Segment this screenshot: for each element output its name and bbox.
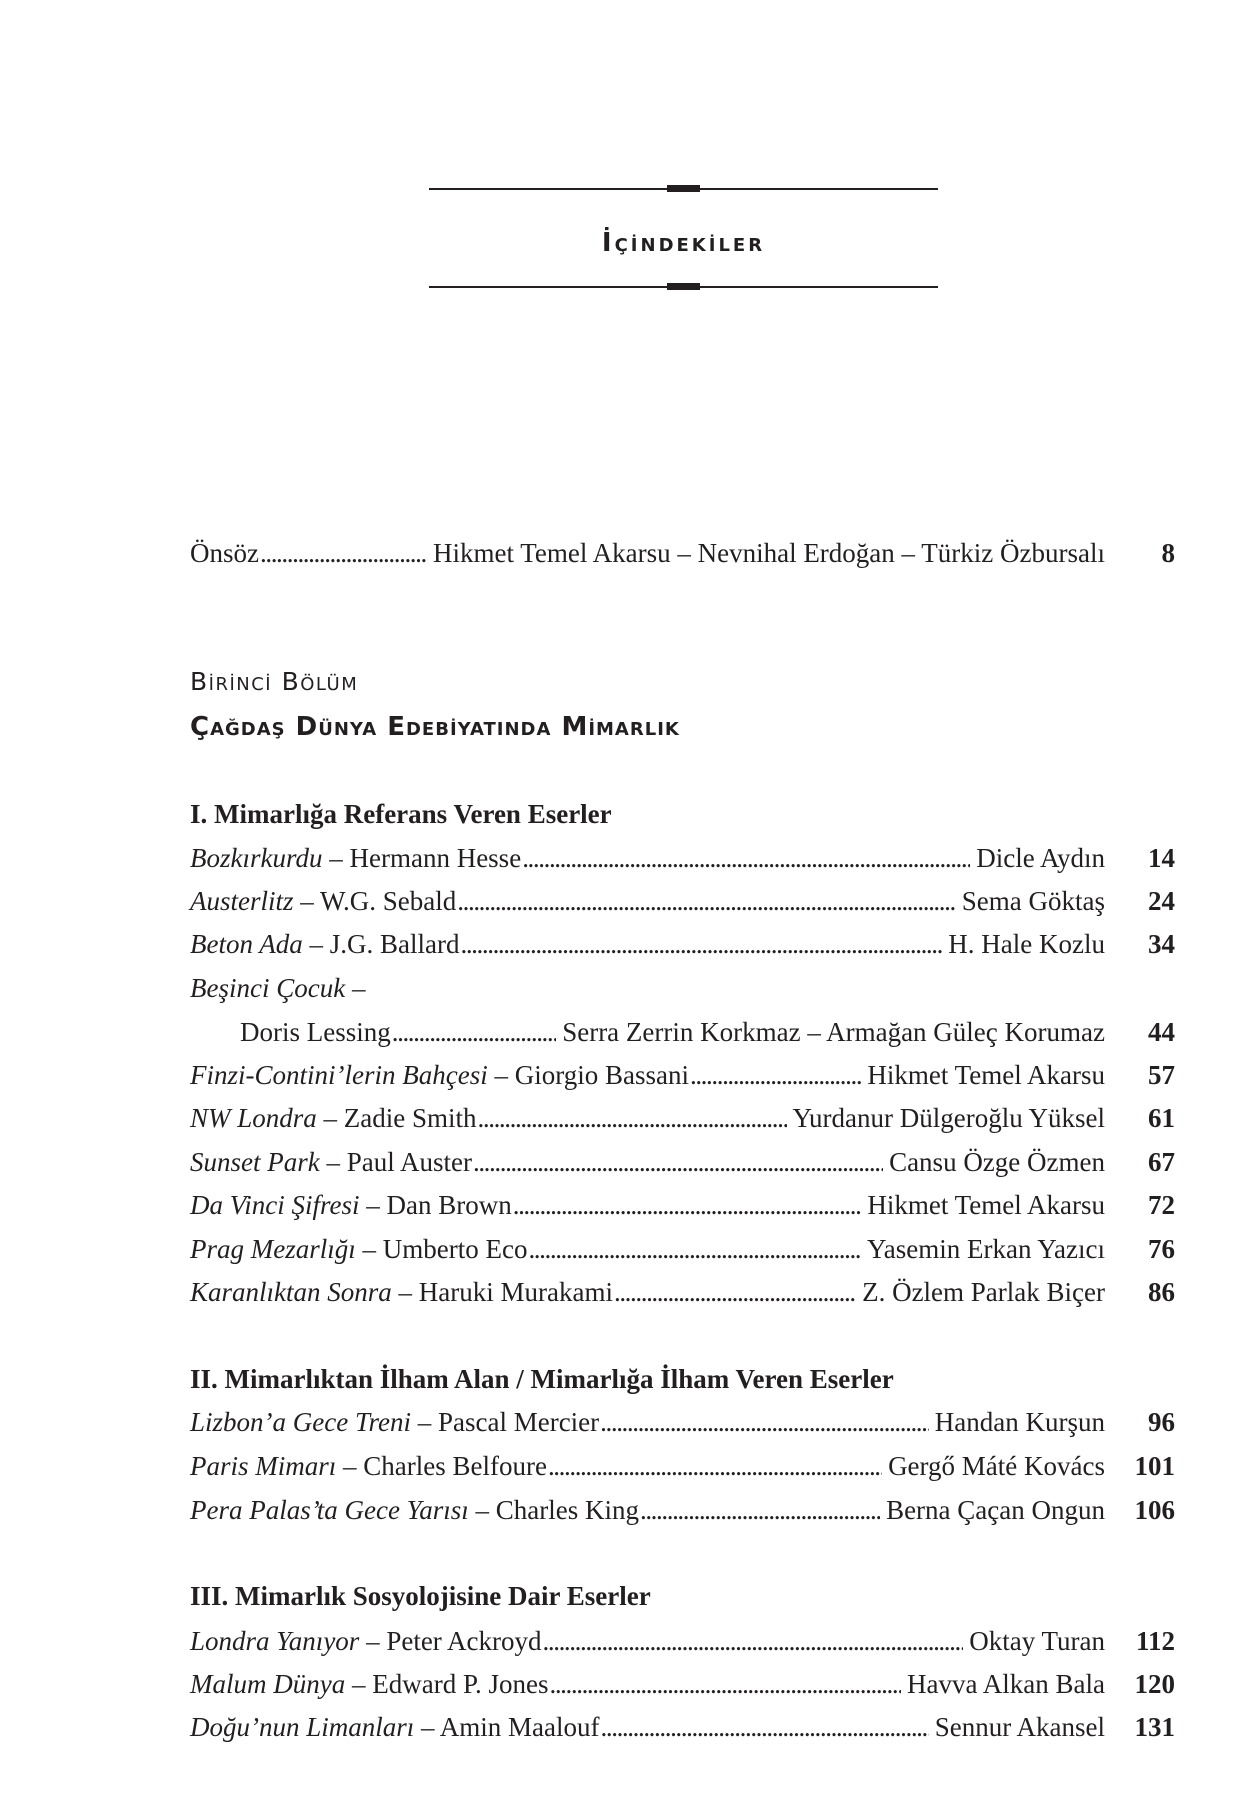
page-number: 86 — [1148, 1277, 1175, 1307]
contributor: Z. Özlem Parlak Biçer — [862, 1277, 1105, 1307]
toc-entry — [190, 1492, 1175, 1528]
page-number: 57 — [1148, 1060, 1175, 1090]
contributor: Serra Zerrin Korkmaz – Armağan Güleç Korumaz — [562, 1017, 1105, 1047]
work-author: J.G. Ballard — [329, 929, 460, 959]
toc-entry — [190, 1231, 1175, 1267]
toc-entry — [190, 1623, 1175, 1659]
work-author: Zadie Smith — [343, 1103, 477, 1133]
separator: – — [351, 1669, 366, 1699]
section-heading: II. Mimarlıktan İlham Alan / Mimarlığa İlham Veren Eserler — [190, 1364, 894, 1394]
page-number: 112 — [1135, 1626, 1175, 1656]
toc-entry — [190, 926, 1175, 962]
contributor: Yurdanur Dülgeroğlu Yüksel — [792, 1103, 1105, 1133]
part-title: Çağdaş Dünya Edebiyatında Mimarlık — [190, 712, 680, 742]
separator: – — [351, 973, 366, 1003]
page-number: 106 — [1134, 1495, 1175, 1525]
work-title: Beton Ada — [190, 929, 303, 959]
work-title: Bozkırkurdu — [190, 843, 323, 873]
contributor: Hikmet Temel Akarsu — [867, 1060, 1105, 1090]
work-title: Lizbon’a Gece Treni — [190, 1407, 411, 1437]
contributor: Sennur Akansel — [934, 1712, 1105, 1742]
page-number: 34 — [1148, 929, 1175, 959]
work-author: Peter Ackroyd — [386, 1626, 542, 1656]
contributor: Sema Göktaş — [961, 886, 1105, 916]
separator: – — [494, 1060, 508, 1090]
toc-entry-preface — [190, 535, 1175, 571]
dot-leader — [460, 926, 942, 962]
toc-entry — [190, 1057, 1175, 1093]
toc-entry — [190, 840, 1175, 876]
work-title: Pera Palas’ta Gece Yarısı — [190, 1495, 469, 1525]
toc-entry — [240, 1014, 1175, 1050]
work-title: Finzi-Contini’lerin Bahçesi — [190, 1060, 488, 1090]
separator: – — [323, 1103, 338, 1133]
work-author: Edward P. Jones — [372, 1669, 549, 1699]
dot-leader — [473, 1144, 883, 1180]
separator: – — [326, 1147, 340, 1177]
contributor: Handan Kurşun — [934, 1407, 1105, 1437]
dot-leader — [690, 1057, 861, 1093]
work-author: W.G. Sebald — [320, 886, 457, 916]
work-author: Pascal Mercier — [437, 1407, 600, 1437]
separator: – — [362, 1234, 376, 1264]
page-number: 76 — [1148, 1234, 1175, 1264]
dot-leader — [478, 1100, 787, 1136]
page-number: 14 — [1148, 843, 1175, 873]
work-title: Karanlıktan Sonra — [190, 1277, 392, 1307]
contributor: H. Hale Kozlu — [948, 929, 1105, 959]
work-author: Haruki Murakami — [418, 1277, 613, 1307]
work-title: NW Londra — [190, 1103, 317, 1133]
work-author: Dan Brown — [386, 1190, 512, 1220]
work-title: Sunset Park — [190, 1147, 320, 1177]
dot-leader — [528, 1231, 861, 1267]
separator: – — [417, 1407, 432, 1437]
dot-leader — [260, 535, 427, 571]
page-number: 44 — [1148, 1017, 1175, 1047]
toc-entry — [190, 1404, 1175, 1440]
page-number: 101 — [1134, 1451, 1175, 1481]
work-author: Charles King — [495, 1495, 639, 1525]
dot-leader — [548, 1448, 882, 1484]
toc-entry-title-line — [190, 970, 1175, 1006]
work-author: Doris Lessing — [240, 1017, 391, 1047]
contributor: Gergő Máté Kovács — [888, 1451, 1105, 1481]
contributor: Havva Alkan Bala — [907, 1669, 1105, 1699]
page-number: 61 — [1148, 1103, 1175, 1133]
toc-entry — [190, 1100, 1175, 1136]
work-title: Prag Mezarlığı — [190, 1234, 356, 1264]
work-author: Umberto Eco — [382, 1234, 528, 1264]
dot-leader — [543, 1623, 964, 1659]
work-author: Hermann Hesse — [349, 843, 522, 873]
section-heading: III. Mimarlık Sosyolojisine Dair Eserler — [190, 1581, 651, 1611]
preface-authors: Hikmet Temel Akarsu – Nevnihal Erdoğan – Türkiz Özbursalı — [433, 538, 1105, 568]
page-number: 131 — [1134, 1712, 1175, 1742]
toc-entry — [190, 1448, 1175, 1484]
separator: – — [300, 886, 314, 916]
toc-entry — [190, 1274, 1175, 1310]
separator: – — [475, 1495, 489, 1525]
separator: – — [366, 1626, 380, 1656]
toc-entry — [190, 1144, 1175, 1180]
top-rule-mark — [667, 185, 700, 192]
preface-label: Önsöz — [190, 538, 259, 568]
dot-leader — [640, 1492, 880, 1528]
page-number: 96 — [1148, 1407, 1175, 1437]
dot-leader — [614, 1274, 856, 1310]
page-title: İçindekiler — [601, 228, 766, 258]
contributor: Berna Çaçan Ongun — [886, 1495, 1105, 1525]
bottom-rule-mark — [667, 283, 700, 290]
separator: – — [398, 1277, 413, 1307]
dot-leader — [601, 1709, 929, 1745]
page-number: 72 — [1148, 1190, 1175, 1220]
work-title: Malum Dünya — [190, 1669, 346, 1699]
page-number: 67 — [1148, 1147, 1175, 1177]
page-number: 120 — [1134, 1669, 1175, 1699]
contributor: Cansu Özge Özmen — [889, 1147, 1105, 1177]
work-title: Da Vinci Şifresi — [190, 1190, 360, 1220]
page-number: 24 — [1148, 886, 1175, 916]
work-title: Beşinci Çocuk — [190, 973, 346, 1003]
dot-leader — [522, 840, 970, 876]
work-author: Charles Belfoure — [363, 1451, 547, 1481]
contributor: Hikmet Temel Akarsu — [867, 1190, 1105, 1220]
separator: – — [366, 1190, 380, 1220]
toc-entry — [190, 1709, 1175, 1745]
contributor: Oktay Turan — [969, 1626, 1105, 1656]
dot-leader — [392, 1014, 556, 1050]
contributor: Dicle Aydın — [976, 843, 1105, 873]
separator: – — [309, 929, 323, 959]
dot-leader — [457, 883, 955, 919]
part-label: Birinci Bölüm — [190, 667, 359, 696]
work-title: Paris Mimarı — [190, 1451, 337, 1481]
work-title: Londra Yanıyor — [190, 1626, 360, 1656]
contributor: Yasemin Erkan Yazıcı — [867, 1234, 1105, 1264]
work-author: Giorgio Bassani — [514, 1060, 689, 1090]
work-author: Paul Auster — [346, 1147, 472, 1177]
work-title: Austerlitz — [190, 886, 294, 916]
work-author: Amin Maalouf — [439, 1712, 600, 1742]
toc-entry — [190, 883, 1175, 919]
toc-entry — [190, 1187, 1175, 1223]
page-number: 8 — [1161, 538, 1175, 568]
separator: – — [329, 843, 343, 873]
separator: – — [343, 1451, 357, 1481]
dot-leader — [513, 1187, 862, 1223]
dot-leader — [549, 1666, 901, 1702]
section-heading: I. Mimarlığa Referans Veren Eserler — [190, 799, 612, 829]
separator: – — [421, 1712, 435, 1742]
toc-entry — [190, 1666, 1175, 1702]
dot-leader — [600, 1404, 929, 1440]
work-title: Doğu’nun Limanları — [190, 1712, 415, 1742]
